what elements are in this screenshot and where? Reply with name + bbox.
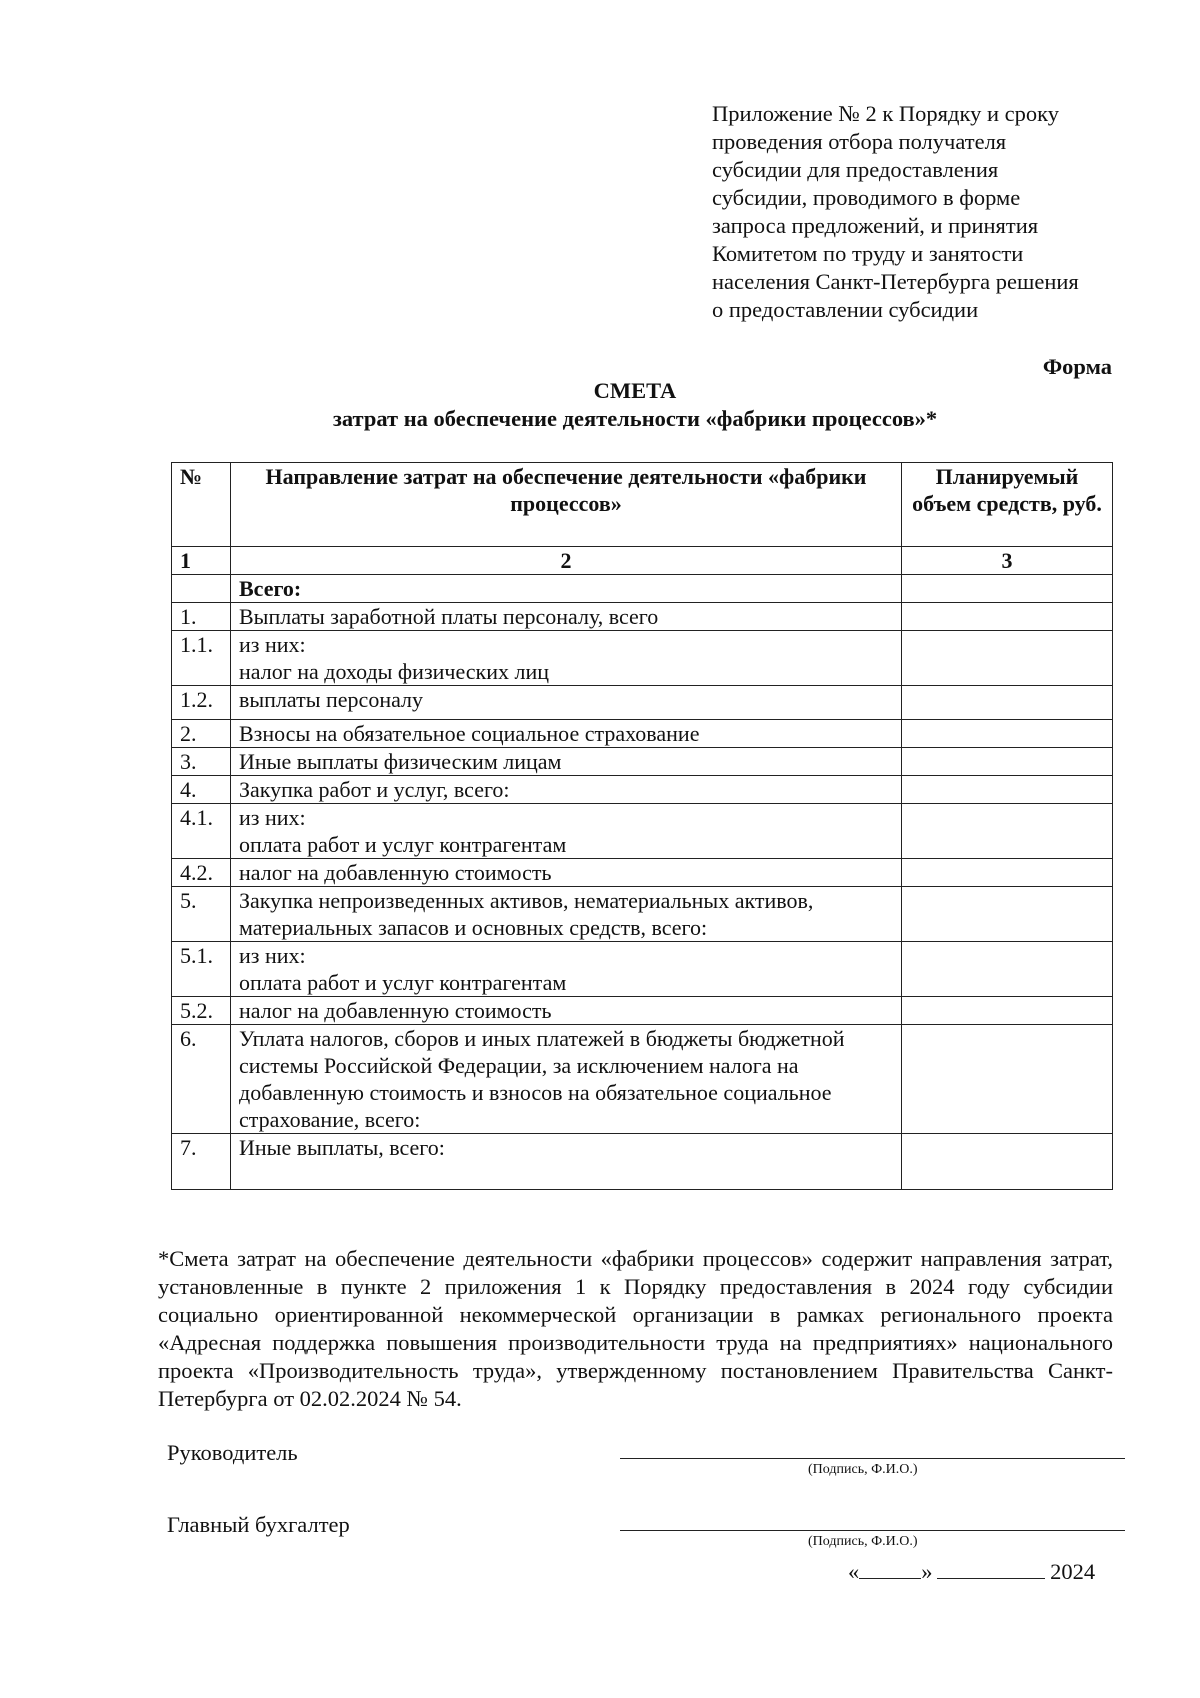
budget-table bbox=[171, 462, 1113, 1190]
row-number: 5. bbox=[172, 887, 231, 942]
date-day-blank[interactable] bbox=[859, 1558, 921, 1579]
appendix-line: запроса предложений, и принятия bbox=[712, 213, 1039, 238]
row-label: из них: bbox=[239, 943, 306, 968]
amount-cell[interactable] bbox=[902, 720, 1113, 748]
amount-cell[interactable] bbox=[902, 997, 1113, 1025]
amount-cell[interactable] bbox=[902, 1134, 1113, 1190]
table-row bbox=[172, 748, 1113, 776]
row-number: 7. bbox=[172, 1134, 231, 1190]
table-row bbox=[172, 804, 1113, 859]
table-row bbox=[172, 603, 1113, 631]
row-label: Взносы на обязательное социальное страхование bbox=[231, 720, 902, 748]
column-numbers-row bbox=[172, 547, 1113, 575]
accountant-signature-line[interactable] bbox=[620, 1530, 1125, 1531]
row-number: 4.2. bbox=[172, 859, 231, 887]
row-label: Иные выплаты физическим лицам bbox=[231, 748, 902, 776]
date-month-blank[interactable] bbox=[937, 1558, 1045, 1579]
accountant-signature-hint: (Подпись, Ф.И.О.) bbox=[808, 1534, 918, 1549]
appendix-line: Приложение № 2 к Порядку и сроку bbox=[712, 101, 1059, 126]
table-row bbox=[172, 720, 1113, 748]
row-number: 2. bbox=[172, 720, 231, 748]
row-label: Выплаты заработной платы персоналу, всего bbox=[231, 603, 902, 631]
total-row bbox=[172, 575, 1113, 603]
appendix-line: населения Санкт-Петербурга решения bbox=[712, 269, 1079, 294]
row-sublabel: налог на доходы физических лиц bbox=[239, 659, 550, 684]
row-label: налог на добавленную стоимость bbox=[231, 997, 902, 1025]
amount-cell[interactable] bbox=[902, 887, 1113, 942]
amount-cell[interactable] bbox=[902, 804, 1113, 859]
appendix-line: Комитетом по труду и занятости bbox=[712, 241, 1024, 266]
row-number: 4.1. bbox=[172, 804, 231, 859]
column-number-2: 2 bbox=[231, 547, 902, 575]
appendix-line: о предоставлении субсидии bbox=[712, 297, 979, 322]
row-label: Иные выплаты, всего: bbox=[231, 1134, 902, 1190]
header-direction: Направление затрат на обеспечение деятельности «фабрики процессов» bbox=[231, 463, 902, 547]
accountant-signature-label: Главный бухгалтер bbox=[167, 1512, 350, 1537]
appendix-line: субсидии для предоставления bbox=[712, 157, 999, 182]
appendix-line: проведения отбора получателя bbox=[712, 129, 1007, 154]
row-label: Уплата налогов, сборов и иных платежей в бюджеты бюджетной системы Российской Федерации, за исключением налога на добавленную стоимость и взносов на обязательное социальное страхование, всего: bbox=[231, 1025, 902, 1134]
amount-cell[interactable] bbox=[902, 631, 1113, 686]
total-label: Всего: bbox=[231, 575, 902, 603]
head-signature-label: Руководитель bbox=[167, 1440, 298, 1465]
appendix-header bbox=[712, 100, 1152, 324]
column-number-3: 3 bbox=[902, 547, 1113, 575]
amount-cell[interactable] bbox=[902, 748, 1113, 776]
amount-cell[interactable] bbox=[902, 942, 1113, 997]
date-year: 2024 bbox=[1050, 1559, 1096, 1584]
row-number: 5.2. bbox=[172, 997, 231, 1025]
table-row bbox=[172, 942, 1113, 997]
footnote: *Смета затрат на обеспечение деятельности «фабрики процессов» содержит направления затрат, установленные в пункте 2 приложения 1 к Порядку предоставления в 2024 году субсидии социально ориентированной некоммерческой организации в рамках регионального проекта «Адресная поддержка повышения производительности труда на предприятиях» национального проекта «Производительность труда», утвержденному постановлением Правительства Санкт-Петербурга от 02.02.2024 № 54. bbox=[158, 1246, 1113, 1411]
table-row bbox=[172, 686, 1113, 720]
header-number: № bbox=[172, 463, 231, 547]
amount-cell[interactable] bbox=[902, 575, 1113, 603]
row-number: 6. bbox=[172, 1025, 231, 1134]
table-row bbox=[172, 776, 1113, 804]
appendix-line: субсидии, проводимого в форме bbox=[712, 185, 1021, 210]
row-label: выплаты персоналу bbox=[231, 686, 902, 720]
row-number: 4. bbox=[172, 776, 231, 804]
table-row bbox=[172, 631, 1113, 686]
row-number: 1.2. bbox=[172, 686, 231, 720]
date-close-quote: » bbox=[921, 1559, 933, 1584]
row-label: налог на добавленную стоимость bbox=[231, 859, 902, 887]
row-number: 1.1. bbox=[172, 631, 231, 686]
document-title: СМЕТА bbox=[593, 378, 677, 403]
row-sublabel: оплата работ и услуг контрагентам bbox=[239, 970, 567, 995]
row-label: Закупка работ и услуг, всего: bbox=[231, 776, 902, 804]
document-subtitle: затрат на обеспечение деятельности «фабрики процессов»* bbox=[332, 406, 938, 431]
amount-cell[interactable] bbox=[902, 603, 1113, 631]
amount-cell[interactable] bbox=[902, 1025, 1113, 1134]
row-sublabel: оплата работ и услуг контрагентам bbox=[239, 832, 567, 857]
row-number: 1. bbox=[172, 603, 231, 631]
date-open-quote: « bbox=[848, 1559, 860, 1584]
column-number-1: 1 bbox=[172, 547, 231, 575]
table-header-row bbox=[172, 463, 1113, 547]
row-number: 5.1. bbox=[172, 942, 231, 997]
signature-date bbox=[848, 1558, 1095, 1585]
row-number: 3. bbox=[172, 748, 231, 776]
table-row bbox=[172, 997, 1113, 1025]
row-label: из них: bbox=[239, 632, 306, 657]
header-amount: Планируемый объем средств, руб. bbox=[902, 463, 1113, 547]
amount-cell[interactable] bbox=[902, 686, 1113, 720]
form-label: Форма bbox=[1042, 354, 1112, 379]
table-row bbox=[172, 1025, 1113, 1134]
table-row bbox=[172, 1134, 1113, 1190]
head-signature-line[interactable] bbox=[620, 1458, 1125, 1459]
table-row bbox=[172, 887, 1113, 942]
amount-cell[interactable] bbox=[902, 859, 1113, 887]
head-signature-hint: (Подпись, Ф.И.О.) bbox=[808, 1462, 918, 1477]
row-label: из них: bbox=[239, 805, 306, 830]
amount-cell[interactable] bbox=[902, 776, 1113, 804]
table-row bbox=[172, 859, 1113, 887]
row-label: Закупка непроизведенных активов, нематериальных активов, материальных запасов и основных средств, всего: bbox=[231, 887, 902, 942]
